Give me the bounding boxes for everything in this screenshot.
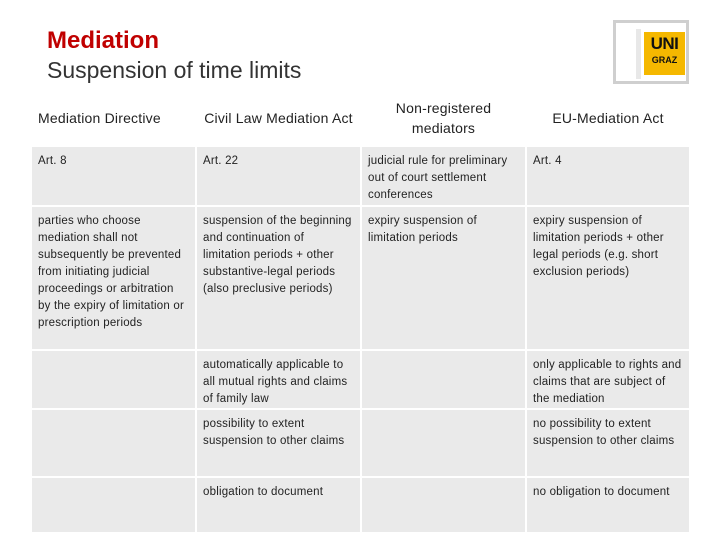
header-eu-mediation-act: EU-Mediation Act [527,91,689,145]
table-cell: suspension of the beginning and continuation of limitation periods + other substantive-legal periods (also preclusive periods) [197,207,360,349]
table-cell: automatically applicable to all mutual rights and claims of family law [197,351,360,408]
table-cell-empty [32,478,195,532]
logo-text-graz: GRAZ [651,55,678,65]
header-mediation-directive: Mediation Directive [32,91,195,145]
table-cell-empty [32,410,195,476]
table-cell: possibility to extent suspension to other claims [197,410,360,476]
table-cell: Art. 4 [527,147,689,205]
table-cell: only applicable to rights and claims that are subject of the mediation [527,351,689,408]
table-cell: judicial rule for preliminary out of court settlement conferences [362,147,525,205]
table-cell-empty [362,478,525,532]
table-cell-empty [362,351,525,408]
table-cell: no obligation to document [527,478,689,532]
table-cell: parties who choose mediation shall not subsequently be prevented from initiating judicial proceedings or arbitration by the expiry of limitation or prescription periods [32,207,195,349]
table-cell: Art. 22 [197,147,360,205]
table-cell: expiry suspension of limitation periods [362,207,525,349]
slide-subtitle: Suspension of time limits [47,57,302,83]
table-cell-empty [362,410,525,476]
logo-text-uni: UNI [650,34,679,53]
logo-bar [636,29,641,79]
table-cell: expiry suspension of limitation periods + other legal periods (e.g. short exclusion periods) [527,207,689,349]
comparison-table [32,91,689,532]
table-cell: Art. 8 [32,147,195,205]
table-cell: obligation to document [197,478,360,532]
uni-graz-logo [613,20,689,84]
header-civil-law-mediation-act: Civil Law Mediation Act [197,91,360,145]
header-non-registered-mediators: Non-registered mediators [362,91,525,145]
slide-title: Mediation [47,27,159,54]
table-cell-empty [32,351,195,408]
table-cell: no possibility to extent suspension to other claims [527,410,689,476]
